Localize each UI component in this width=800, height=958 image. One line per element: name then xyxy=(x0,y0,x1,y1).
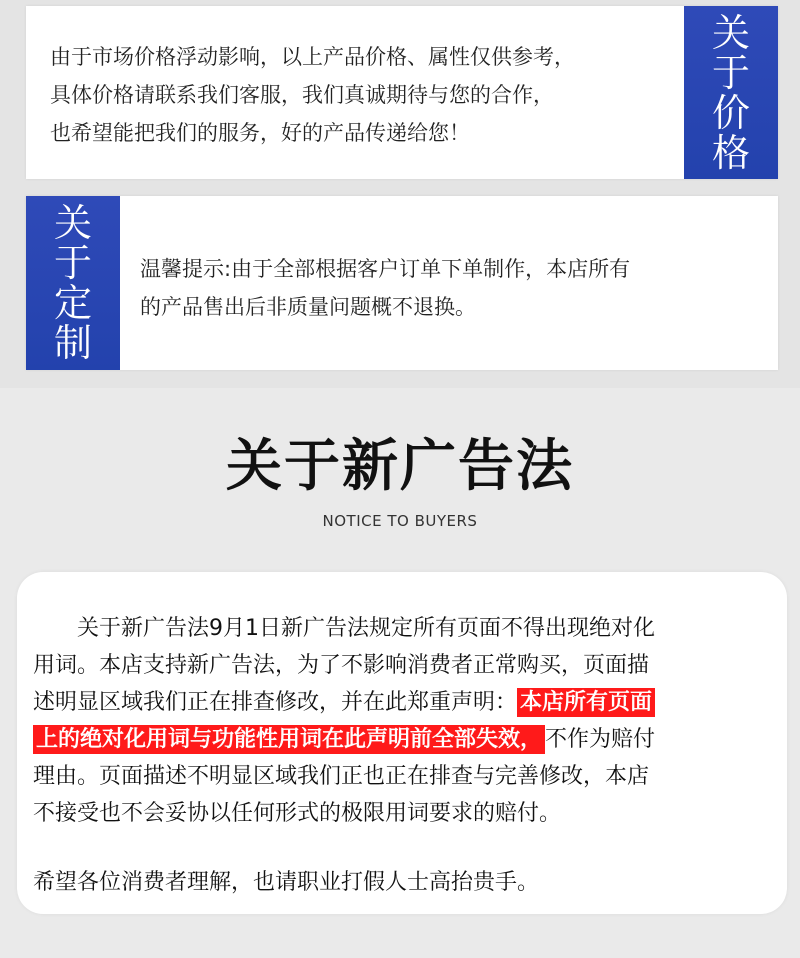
paragraph-gap xyxy=(33,832,778,864)
badge-char: 关 xyxy=(711,10,750,55)
notice-line xyxy=(33,610,778,647)
custom-notice-text xyxy=(140,250,760,326)
badge-char: 格 xyxy=(711,130,750,175)
price-badge xyxy=(684,6,778,179)
notice-line: 不接受也不会妥协以任何形式的极限用词要求的赔付。 xyxy=(33,801,562,826)
badge-char: 于 xyxy=(53,241,92,285)
custom-notice-line: 温馨提示:由于全部根据客户订单下单制作，本店所有 xyxy=(140,257,631,281)
badge-char: 价 xyxy=(711,90,750,135)
custom-badge xyxy=(26,196,120,370)
notice-line: 希望各位消费者理解，也请职业打假人士高抬贵手。 xyxy=(33,870,540,895)
badge-char: 制 xyxy=(53,321,92,365)
notice-line xyxy=(33,721,778,758)
ad-law-section xyxy=(0,388,800,958)
custom-notice-line: 的产品售出后非质量问题概不退换。 xyxy=(140,295,476,319)
badge-char: 关 xyxy=(53,201,92,245)
custom-notice-card xyxy=(26,196,778,370)
badge-char: 于 xyxy=(711,50,750,95)
notice-text: 述明显区域我们正在排查修改，并在此郑重声明： xyxy=(33,690,518,715)
price-notice-line: 具体价格请联系我们客服，我们真诚期待与您的合作， xyxy=(50,83,554,107)
notice-line: 用词。本店支持新广告法，为了不影响消费者正常购买，页面描 xyxy=(33,653,650,678)
top-section xyxy=(0,0,800,388)
notice-text: 关于新广告法9月1日新广告法规定所有页面不得出现绝对化 xyxy=(77,616,655,641)
highlighted-statement: 上的绝对化用词与功能性用词在此声明前全部失效， xyxy=(33,725,545,754)
notice-line: 理由。页面描述不明显区域我们正也正在排查与完善修改，本店 xyxy=(33,764,650,789)
section-subtitle: NOTICE TO BUYERS xyxy=(322,512,478,530)
section-title: 关于新广告法 xyxy=(226,434,574,499)
badge-char: 定 xyxy=(53,281,92,325)
price-notice-line: 也希望能把我们的服务，好的产品传递给您！ xyxy=(50,121,470,145)
notice-line xyxy=(33,684,778,721)
notice-text: 不作为赔付 xyxy=(545,727,656,752)
highlighted-statement: 本店所有页面 xyxy=(517,688,655,717)
ad-law-notice-card xyxy=(17,572,787,914)
ad-law-notice-body xyxy=(33,610,778,901)
price-notice-text xyxy=(50,38,690,152)
price-notice-line: 由于市场价格浮动影响，以上产品价格、属性仅供参考， xyxy=(50,45,575,69)
price-notice-card xyxy=(26,6,778,179)
